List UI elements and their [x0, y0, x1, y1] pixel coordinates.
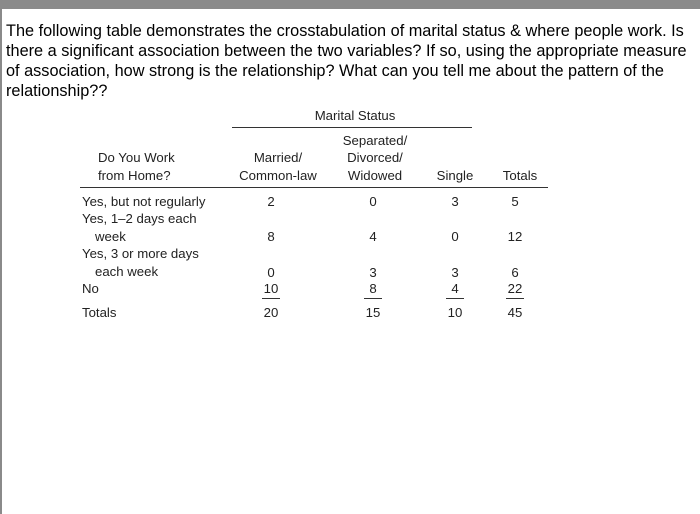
col-header-totals: Totals [502, 168, 538, 183]
sum-rule-separated [364, 298, 382, 299]
header-rule [80, 187, 548, 188]
col-header-married-1: Married/ [253, 150, 303, 165]
sum-rule-married [262, 298, 280, 299]
cell-r4-single: 4 [451, 281, 459, 296]
col-header-married-2: Common-law [239, 168, 317, 183]
col-header-separated-1: Separated/ [342, 133, 408, 148]
col-header-single: Single [436, 168, 474, 183]
row-header-line-1: Do You Work [98, 150, 175, 165]
cell-r1-separated: 0 [369, 194, 377, 209]
cell-r4-totals: 22 [507, 281, 523, 296]
col-header-separated-2: Divorced/ [347, 150, 403, 165]
row-label-1: Yes, but not regularly [82, 194, 206, 209]
cell-r1-single: 3 [451, 194, 459, 209]
cell-r4-separated: 8 [369, 281, 377, 296]
cell-r2-separated: 4 [369, 229, 377, 244]
cell-r1-married: 2 [267, 194, 275, 209]
top-border [0, 0, 700, 9]
col-header-separated-3: Widowed [347, 168, 403, 183]
spanner-rule [232, 127, 472, 128]
cell-r2-married: 8 [267, 229, 275, 244]
question-text: The following table demonstrates the crosstabulation of marital status & where people work. Is there a significant association between the two variables? If so, using the appropriate measure of association, how strong is the relationship? What can you tell me about the pattern of the relationship?? [6, 22, 687, 100]
row-label-4: No [82, 281, 99, 296]
left-border [0, 0, 2, 514]
total-single: 10 [447, 305, 463, 320]
total-married: 20 [263, 305, 279, 320]
total-separated: 15 [365, 305, 381, 320]
spanner-header: Marital Status [314, 108, 396, 123]
cell-r3-married: 0 [267, 265, 275, 280]
row-label-2b: week [95, 229, 126, 244]
cell-r3-single: 3 [451, 265, 459, 280]
cell-r3-separated: 3 [369, 265, 377, 280]
cell-r2-single: 0 [451, 229, 459, 244]
sum-rule-totals [506, 298, 524, 299]
row-label-3a: Yes, 3 or more days [82, 246, 199, 261]
row-label-3b: each week [95, 264, 159, 279]
totals-row-label: Totals [82, 305, 117, 320]
row-header-line-2: from Home? [98, 168, 171, 183]
cell-r3-totals: 6 [511, 265, 519, 280]
total-grand: 45 [507, 305, 523, 320]
sum-rule-single [446, 298, 464, 299]
row-label-2a: Yes, 1–2 days each [82, 211, 197, 226]
cell-r4-married: 10 [263, 281, 279, 296]
cell-r2-totals: 12 [507, 229, 523, 244]
cell-r1-totals: 5 [511, 194, 519, 209]
